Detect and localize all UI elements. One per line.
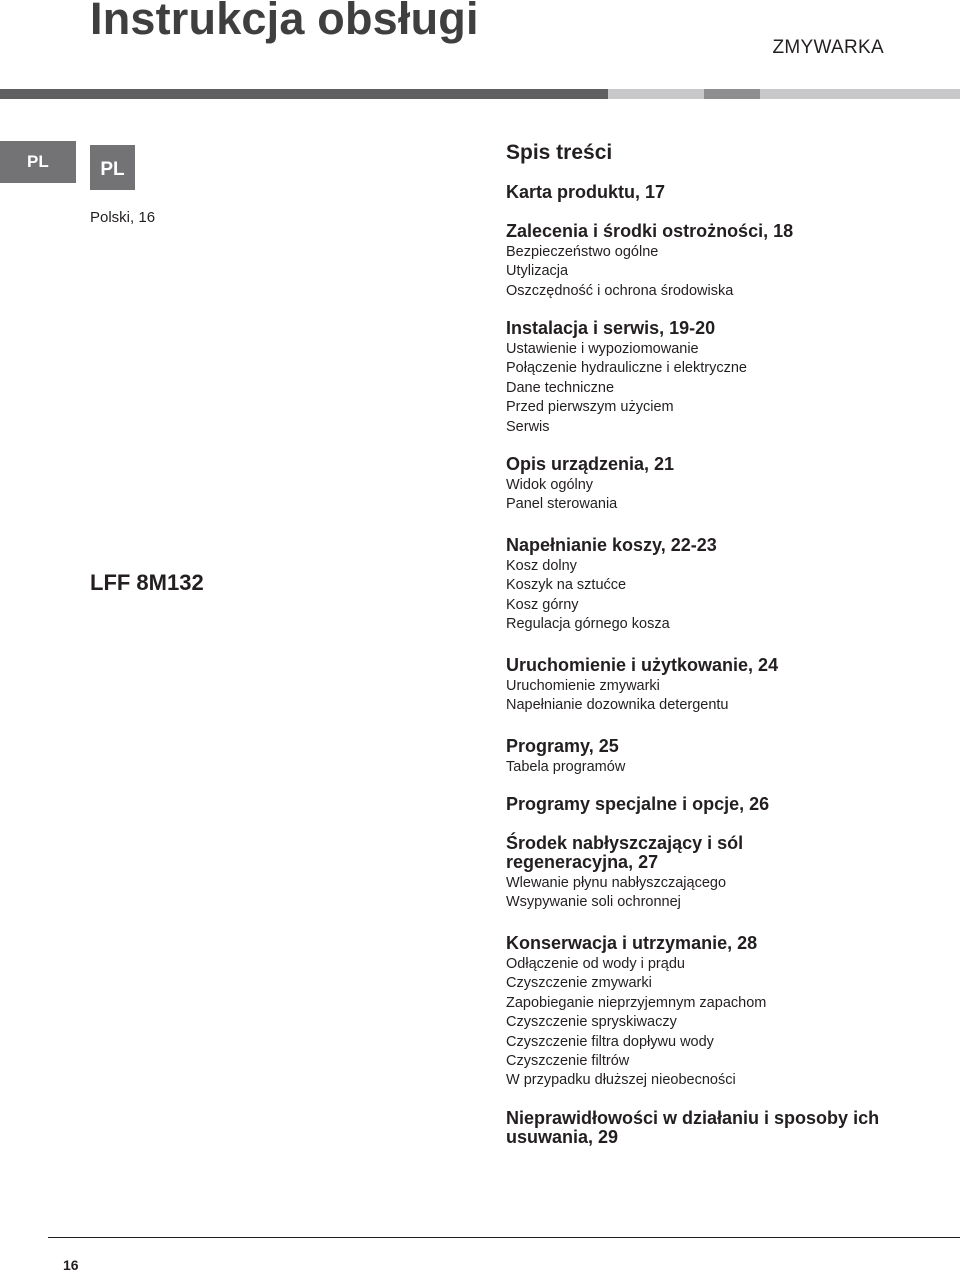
product-type: ZMYWARKA	[772, 37, 884, 58]
toc-item: Utylizacja	[506, 263, 569, 280]
divider-segment-light-end	[760, 89, 960, 99]
toc-item: Koszyk na sztućce	[506, 577, 627, 594]
toc-item-list	[506, 955, 946, 1091]
toc-item: Dane techniczne	[506, 379, 615, 396]
toc-section	[506, 319, 946, 437]
toc-item: Czyszczenie zmywarki	[506, 975, 652, 992]
toc-section-title: Konserwacja i utrzymanie, 28	[506, 933, 758, 953]
language-side-tab: PL	[0, 141, 76, 183]
toc-item-list	[506, 557, 946, 635]
toc-section	[506, 183, 946, 202]
toc-section-title: Opis urządzenia, 21	[506, 454, 675, 474]
toc-item-list	[506, 874, 946, 913]
toc-item: Widok ogólny	[506, 477, 594, 493]
toc-item: Czyszczenie filtra dopływu wody	[506, 1033, 714, 1050]
toc-item: Kosz dolny	[506, 558, 577, 574]
toc-item-list	[506, 677, 946, 716]
toc-section-title: Napełnianie koszy, 22-23	[506, 535, 717, 555]
toc-item-list	[506, 758, 946, 777]
model-number: LFF 8M132	[90, 570, 204, 595]
toc-section	[506, 455, 946, 515]
toc-item: Odłączenie od wody i prądu	[506, 956, 685, 972]
toc-item: Wsypywanie soli ochronnej	[506, 894, 681, 911]
toc-title: Spis treści	[506, 141, 613, 164]
toc-item: Regulacja górnego kosza	[506, 616, 670, 633]
page-title: Instrukcja obsługi	[90, 0, 479, 44]
toc-section	[506, 934, 946, 1091]
toc-item: Kosz górny	[506, 596, 579, 613]
toc-item-list	[506, 243, 946, 301]
footer-divider	[48, 1237, 960, 1238]
toc-section	[506, 737, 946, 777]
toc-item: Czyszczenie spryskiwaczy	[506, 1014, 677, 1031]
toc-section-title: Zalecenia i środki ostrożności, 18	[506, 221, 794, 241]
table-of-contents	[506, 139, 946, 1147]
toc-section-title: Karta produktu, 17	[506, 182, 666, 202]
toc-section	[506, 656, 946, 716]
toc-item-list	[506, 476, 946, 515]
toc-section	[506, 222, 946, 301]
toc-section-title: Uruchomienie i użytkowanie, 24	[506, 655, 779, 675]
divider-segment-dark	[0, 89, 608, 99]
toc-item: Zapobieganie nieprzyjemnym zapachom	[506, 994, 767, 1011]
toc-section	[506, 1109, 946, 1147]
divider-segment-mid	[704, 89, 760, 99]
toc-item: Tabela programów	[506, 759, 626, 775]
toc-item: Wlewanie płynu nabłyszczającego	[506, 875, 727, 891]
toc-section-title: Środek nabłyszczający i sól regeneracyjna, 27	[506, 833, 744, 872]
toc-item-list	[506, 340, 946, 437]
divider-segment-light	[608, 89, 704, 99]
language-reference: Polski, 16	[90, 209, 156, 226]
toc-item: Oszczędność i ochrona środowiska	[506, 282, 734, 299]
page-number: 16	[63, 1257, 79, 1273]
toc-item: Serwis	[506, 418, 550, 435]
toc-item: Bezpieczeństwo ogólne	[506, 244, 659, 260]
toc-item: Panel sterowania	[506, 496, 618, 513]
toc-item: Napełnianie dozownika detergentu	[506, 697, 729, 714]
toc-section-title: Nieprawidłowości w działaniu i sposoby ich usuwania, 29	[506, 1108, 880, 1147]
toc-item: Połączenie hydrauliczne i elektryczne	[506, 360, 747, 377]
toc-section-title: Programy, 25	[506, 736, 619, 756]
toc-section	[506, 834, 946, 913]
toc-section-title: Instalacja i serwis, 19-20	[506, 318, 716, 338]
toc-section	[506, 795, 946, 814]
language-badge: PL	[90, 145, 135, 190]
toc-item: Uruchomienie zmywarki	[506, 678, 660, 694]
toc-item: Przed pierwszym użyciem	[506, 399, 674, 416]
toc-item: Czyszczenie filtrów	[506, 1053, 630, 1070]
header-divider-bar	[0, 89, 960, 99]
toc-section-title: Programy specjalne i opcje, 26	[506, 794, 770, 814]
toc-item: Ustawienie i wypoziomowanie	[506, 341, 699, 357]
toc-section	[506, 536, 946, 635]
toc-item: W przypadku dłuższej nieobecności	[506, 1072, 736, 1089]
